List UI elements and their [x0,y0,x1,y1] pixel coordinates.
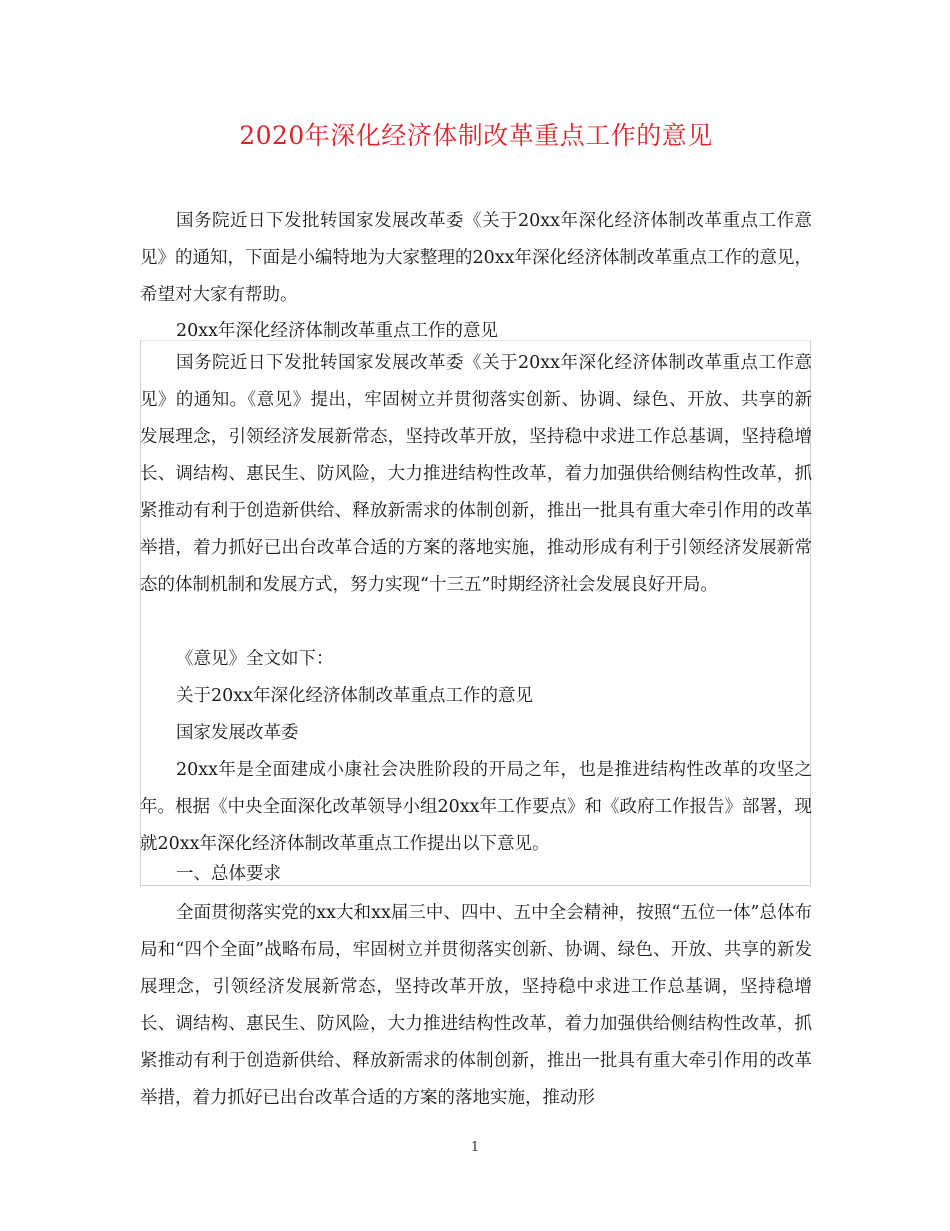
page-number: 1 [470,1140,480,1155]
intro-paragraph: 国务院近日下发批转国家发展改革委《关于20xx年深化经济体制改革重点工作意见》的通知，下面是小编特地为大家整理的20xx年深化经济体制改革重点工作的意见，希望对大家有帮助。 [140,211,813,305]
section1-heading: 一、总体要求 [176,864,281,884]
notice-paragraph: 国务院近日下发批转国家发展改革委《关于20xx年深化经济体制改革重点工作意见》的通知。《意见》提出，牢固树立并贯彻落实创新、协调、绿色、开放、共享的新发展理念，引领经济发展新常态，坚持改革开放，坚持稳中求进工作总基调，坚持稳增长、调结构、惠民生、防风险，大力推进结构性改革，着力加强供给侧结构性改革，抓紧推动有利于创造新供给、释放新需求的体制创新，推出一批具有重大牵引作用的改革举措，着力抓好已出台改革合适的方案的落地实施，推动形成有利于引领经济发展新常态的体制机制和发展方式，努力实现“十三五”时期经济社会发展良好开局。 [140,353,812,595]
background-paragraph: 20xx年是全面建成小康社会决胜阶段的开局之年，也是推进结构性改革的攻坚之年。根据《中央全面深化改革领导小组20xx年工作要点》和《政府工作报告》部署，现就20xx年深化经济体制改革重点工作提出以下意见。 [140,760,813,854]
document-title: 2020年深化经济体制改革重点工作的意见 [239,121,713,150]
section1-paragraph: 全面贯彻落实党的xx大和xx届三中、四中、五中全会精神，按照“五位一体”总体布局和“四个全面”战略布局，牢固树立并贯彻落实创新、协调、绿色、开放、共享的新发展理念，引领经济发展新常态，坚持改革开放，坚持稳中求进工作总基调，坚持稳增长、调结构、惠民生、防风险，大力推进结构性改革，着力加强供给侧结构性改革，抓紧推动有利于创造新供给、释放新需求的体制创新，推出一批具有重大牵引作用的改革举措，着力抓好已出台改革合适的方案的落地实施，推动形 [140,903,812,1108]
doc-heading: 关于20xx年深化经济体制改革重点工作的意见 [176,686,534,706]
subtitle-line: 20xx年深化经济体制改革重点工作的意见 [176,321,499,341]
issuer-line: 国家发展改革委 [176,723,299,743]
fulltext-label: 《意见》全文如下： [176,649,334,669]
